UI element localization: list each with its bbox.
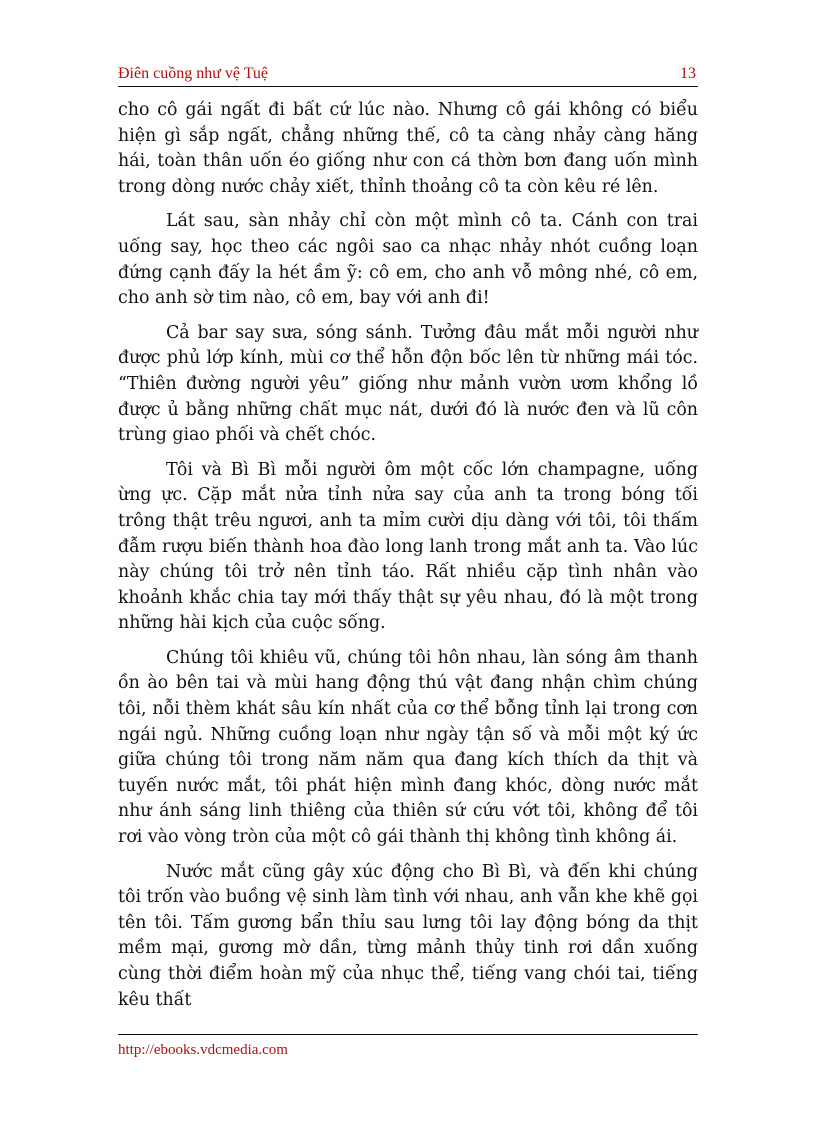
page-number: 13 — [680, 65, 696, 82]
paragraph: Cả bar say sưa, sóng sánh. Tưởng đâu mắt mỗi người như được phủ lớp kính, mùi cơ thể hỗn độn bốc lên từ những mái tóc. “Thiên đường người yêu” giống như mảnh vườn ươm khổng lồ được ủ bằng những chất mục nát, dưới đó là nước đen và lũ côn trùng giao phối và chết chóc. — [118, 322, 698, 446]
paragraph: Tôi và Bì Bì mỗi người ôm một cốc lớn champagne, uống ừng ực. Cặp mắt nửa tỉnh nửa say của anh ta trong bóng tối trông thật trêu ngươi, anh ta mỉm cười dịu dàng với tôi, tôi thấm đẫm rượu biến thành hoa đào long lanh trong mắt anh ta. Vào lúc này chúng tôi trở nên tỉnh táo. Rất nhiều cặp tình nhân vào khoảnh khắc chia tay mới thấy thật sự yêu nhau, đó là một trong những hài kịch của cuộc sống. — [118, 459, 698, 634]
paragraph: Nước mắt cũng gây xúc động cho Bì Bì, và đến khi chúng tôi trốn vào buồng vệ sinh làm tình với nhau, anh vẫn khe khẽ gọi tên tôi. Tấm gương bẩn thỉu sau lưng tôi lay động bóng da thịt mềm mại, gương mờ dần, từng mảnh thủy tinh rơi dần xuống cùng thời điểm hoàn mỹ của nhục thể, tiếng vang chói tai, tiếng kêu thất — [118, 861, 698, 1010]
paragraph: cho cô gái ngất đi bất cứ lúc nào. Nhưng cô gái không có biểu hiện gì sắp ngất, chẳng những thế, cô ta càng nhảy càng hăng hái, toàn thân uốn éo giống như con cá thờn bơn đang uốn mình trong dòng nước chảy xiết, thỉnh thoảng cô ta còn kêu ré lên. — [118, 100, 698, 197]
paragraph: Chúng tôi khiêu vũ, chúng tôi hôn nhau, làn sóng âm thanh ồn ào bên tai và mùi hang động thú vật đang nhận chìm chúng tôi, nỗi thèm khát sâu kín nhất của cơ thể bỗng tỉnh lại trong cơn ngái ngủ. Những cuồng loạn như ngày tận số và mỗi một ký ức giữa chúng tôi trong năm năm qua đang kích thích da thịt và tuyến nước mắt, tôi phát hiện mình đang khóc, dòng nước mắt như ánh sáng linh thiêng của thiên sứ cứu vớt tôi, không để tôi rơi vào vòng tròn của một cô gái thành thị không tình không ái. — [118, 647, 698, 848]
page-header — [118, 62, 698, 87]
book-title: Điên cuồng như vệ Tuệ — [118, 65, 268, 82]
body-text — [118, 98, 698, 1022]
page-footer — [118, 1034, 698, 1059]
paragraph: Lát sau, sàn nhảy chỉ còn một mình cô ta. Cánh con trai uống say, học theo các ngôi sao ca nhạc nhảy nhót cuồng loạn đứng cạnh đấy la hét ầm ỹ: cô em, cho anh vỗ mông nhé, cô em, cho anh sờ tim nào, cô em, bay với anh đi! — [118, 211, 698, 309]
footer-url[interactable]: http://ebooks.vdcmedia.com — [118, 1042, 288, 1058]
